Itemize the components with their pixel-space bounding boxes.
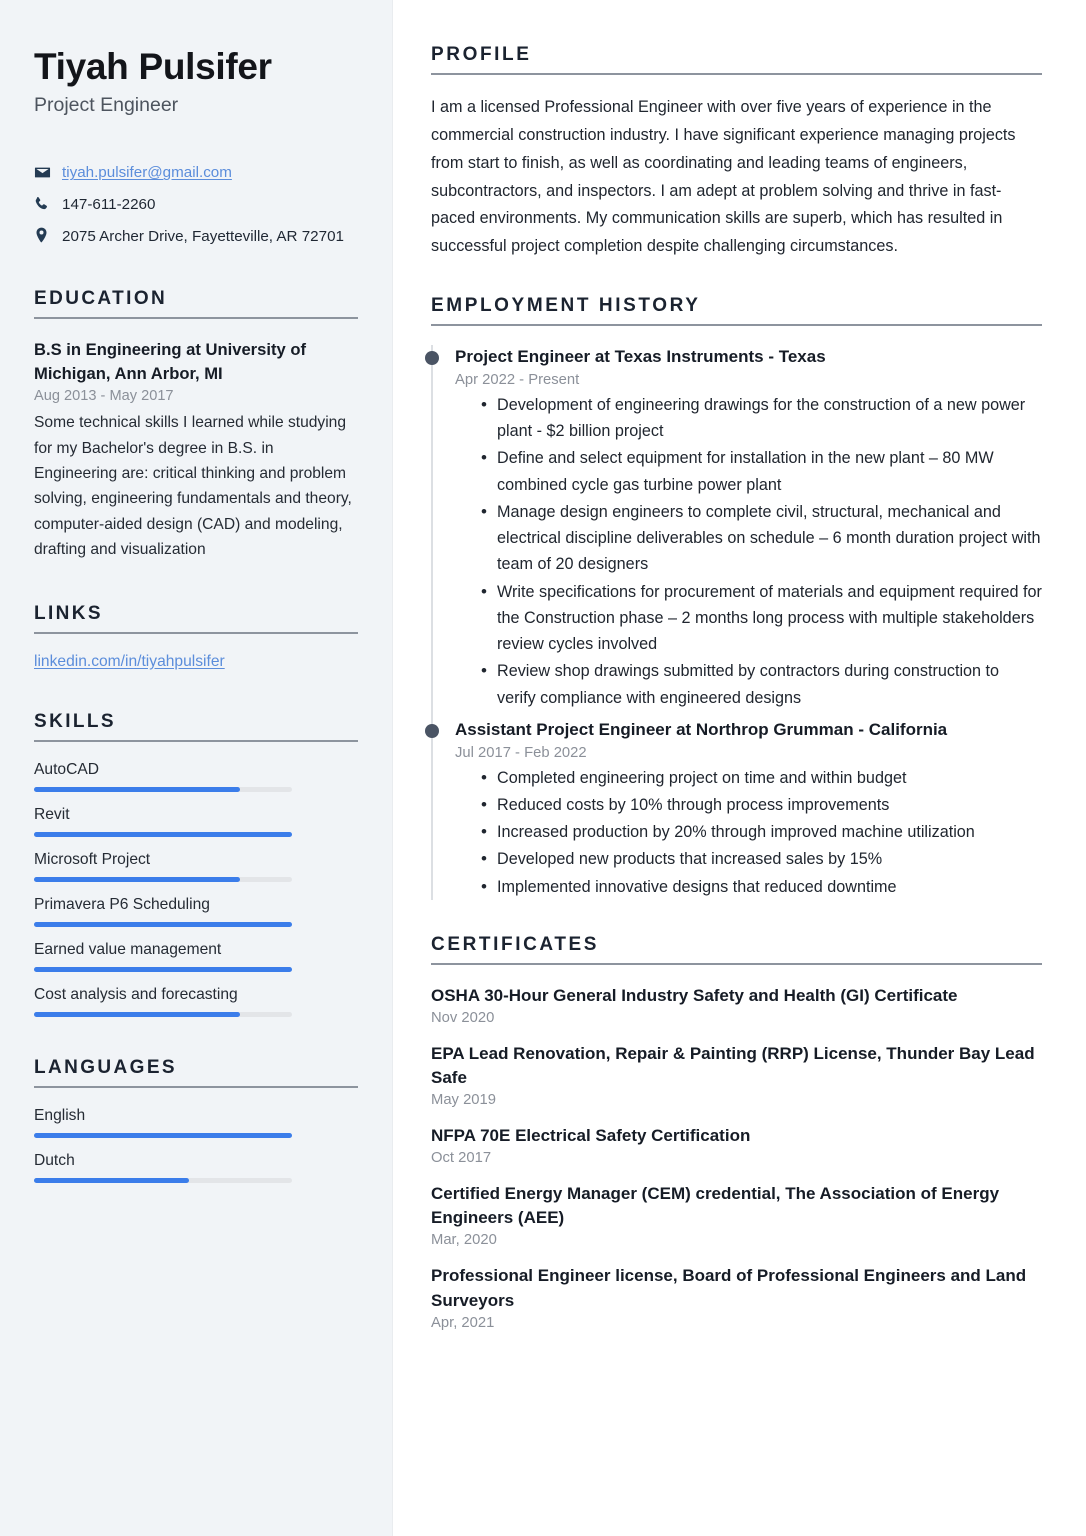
certificate-date: Mar, 2020 <box>431 1232 497 1249</box>
skill-level-bar <box>34 922 292 927</box>
employment-bullet: • Development of engineering drawings for the construction of a new power plant - $2 billion project <box>481 392 1042 444</box>
map-pin-icon <box>34 225 56 247</box>
employment-date: Apr 2022 - Present <box>455 371 580 388</box>
employment-bullet: • Increased production by 20% through improved machine utilization <box>481 819 1042 845</box>
employment-section <box>431 295 1042 900</box>
education-title: B.S in Engineering at University of Michigan, Ann Arbor, MI <box>34 340 306 383</box>
certificate-title: Certified Energy Manager (CEM) credential, The Association of Energy Engineers (AEE) <box>431 1184 1000 1228</box>
link-item <box>34 653 358 671</box>
linkedin-link[interactable]: linkedin.com/in/tiyahpulsifer <box>34 652 225 670</box>
certificate-date: Apr, 2021 <box>431 1314 495 1331</box>
language-item <box>34 1107 358 1138</box>
contact-row <box>34 225 358 249</box>
certificates-list <box>431 984 1042 1331</box>
skill-item <box>34 851 358 882</box>
skill-label: AutoCAD <box>34 760 100 778</box>
language-item <box>34 1152 358 1183</box>
sidebar <box>0 0 392 1536</box>
skill-label: Primavera P6 Scheduling <box>34 895 210 913</box>
timeline-dot-icon <box>425 724 439 738</box>
employment-heading: EMPLOYMENT HISTORY <box>431 295 1042 326</box>
skill-item <box>34 806 358 837</box>
education-date: Aug 2013 - May 2017 <box>34 388 174 405</box>
employment-bullet: • Reduced costs by 10% through process improvements <box>481 792 1042 818</box>
profile-text: I am a licensed Professional Engineer with over five years of experience in the commercial construction industry. I have significant experience managing projects from start to finish, as well as coordinating and leading teams of engineers, subcontractors, and inspectors. I am adept at problem solving and thrive in fast-paced environments. My communication skills are superb, which has resulted in successful project completion despite challenging circumstances. <box>431 98 1016 256</box>
job-title-subtitle: Project Engineer <box>34 94 179 117</box>
email-link[interactable]: tiyah.pulsifer@gmail.com <box>62 164 232 182</box>
links-list <box>34 653 358 671</box>
links-section <box>34 603 358 671</box>
skill-level-bar <box>34 787 292 792</box>
certificate-title: EPA Lead Renovation, Repair & Painting (RRP) License, Thunder Bay Lead Safe <box>431 1043 1035 1087</box>
certificate-date: Nov 2020 <box>431 1009 495 1026</box>
education-entry <box>34 338 358 563</box>
languages-heading: LANGUAGES <box>34 1057 358 1088</box>
certificate-item <box>431 1182 1042 1248</box>
employment-bullet: • Developed new products that increased sales by 15% <box>481 846 1042 872</box>
employment-bullet: • Implemented innovative designs that reduced downtime <box>481 874 1042 900</box>
certificate-title: Professional Engineer license, Board of Professional Engineers and Land Surveyors <box>431 1266 1027 1310</box>
skill-level-fill <box>34 787 240 792</box>
employment-bullet: • Manage design engineers to complete civil, structural, mechanical and electrical discipline deliverables on schedule – 6 month duration project with team of 20 designers <box>481 499 1042 578</box>
phone-icon <box>34 193 56 215</box>
skills-section <box>34 711 358 1017</box>
skill-label: Earned value management <box>34 940 222 958</box>
employment-bullet: • Completed engineering project on time and within budget <box>481 765 1042 791</box>
skill-label: Revit <box>34 805 70 823</box>
skill-level-fill <box>34 922 292 927</box>
languages-list <box>34 1107 358 1183</box>
employment-bullets <box>455 392 1042 711</box>
skill-item <box>34 896 358 927</box>
employment-bullet: • Write specifications for procurement of materials and equipment required for the Construction phase – 2 months long process with multiple stakeholders review cycles involved <box>481 579 1042 658</box>
employment-entry <box>455 345 1042 718</box>
skill-label: Microsoft Project <box>34 850 151 868</box>
certificate-date: Oct 2017 <box>431 1150 492 1167</box>
certificate-title: OSHA 30-Hour General Industry Safety and Health (GI) Certificate <box>431 985 958 1005</box>
certificates-heading: CERTIFICATES <box>431 934 1042 965</box>
envelope-icon <box>34 161 56 183</box>
links-heading: LINKS <box>34 603 358 634</box>
employment-title: Project Engineer at Texas Instruments - Texas <box>455 347 826 367</box>
contact-row <box>34 193 358 217</box>
skill-level-bar <box>34 877 292 882</box>
language-level-bar <box>34 1133 292 1138</box>
skills-list <box>34 761 358 1017</box>
language-level-fill <box>34 1133 292 1138</box>
skill-level-bar <box>34 1012 292 1017</box>
skill-item <box>34 986 358 1017</box>
certificate-item <box>431 1264 1042 1330</box>
skills-heading: SKILLS <box>34 711 358 742</box>
employment-date: Jul 2017 - Feb 2022 <box>455 744 587 761</box>
language-label: Dutch <box>34 1151 75 1169</box>
employment-title: Assistant Project Engineer at Northrop Grumman - California <box>455 719 948 739</box>
certificate-item <box>431 984 1042 1026</box>
education-heading: EDUCATION <box>34 288 358 319</box>
education-entries <box>34 338 358 563</box>
contact-row <box>34 161 358 185</box>
certificate-title: NFPA 70E Electrical Safety Certification <box>431 1126 751 1146</box>
certificate-item <box>431 1042 1042 1108</box>
skill-level-bar <box>34 832 292 837</box>
contact-text: 147-611-2260 <box>62 196 156 213</box>
education-description: Some technical skills I learned while studying for my Bachelor's degree in B.S. in Engineering are: critical thinking and problem solving, engineering fundamentals and theory, computer-aided design (CAD) and modeling, drafting and visualization <box>34 414 352 559</box>
contact-text: 2075 Archer Drive, Fayetteville, AR 72701 <box>62 227 344 245</box>
language-level-bar <box>34 1178 292 1183</box>
certificate-date: May 2019 <box>431 1092 496 1109</box>
skill-level-fill <box>34 967 292 972</box>
certificates-section <box>431 934 1042 1331</box>
skill-level-fill <box>34 1012 240 1017</box>
employment-entry <box>455 718 1042 900</box>
skill-level-fill <box>34 832 292 837</box>
language-level-fill <box>34 1178 189 1183</box>
profile-heading: PROFILE <box>431 44 1042 75</box>
employment-bullets <box>455 765 1042 900</box>
skill-item <box>34 941 358 972</box>
education-section <box>34 288 358 563</box>
skill-level-fill <box>34 877 240 882</box>
skill-label: Cost analysis and forecasting <box>34 985 238 1003</box>
language-label: English <box>34 1106 86 1124</box>
employment-bullet: • Review shop drawings submitted by contractors during construction to verify compliance with engineered designs <box>481 658 1042 710</box>
contact-list <box>34 161 358 248</box>
skill-item <box>34 761 358 792</box>
page-title: Tiyah Pulsifer <box>34 46 272 87</box>
main-content <box>392 0 1086 1536</box>
employment-timeline <box>431 345 1042 900</box>
employment-bullet: • Define and select equipment for installation in the new plant – 80 MW combined cycle gas turbine power plant <box>481 445 1042 497</box>
certificate-item <box>431 1124 1042 1166</box>
timeline-dot-icon <box>425 351 439 365</box>
profile-section <box>431 44 1042 261</box>
skill-level-bar <box>34 967 292 972</box>
languages-section <box>34 1057 358 1183</box>
